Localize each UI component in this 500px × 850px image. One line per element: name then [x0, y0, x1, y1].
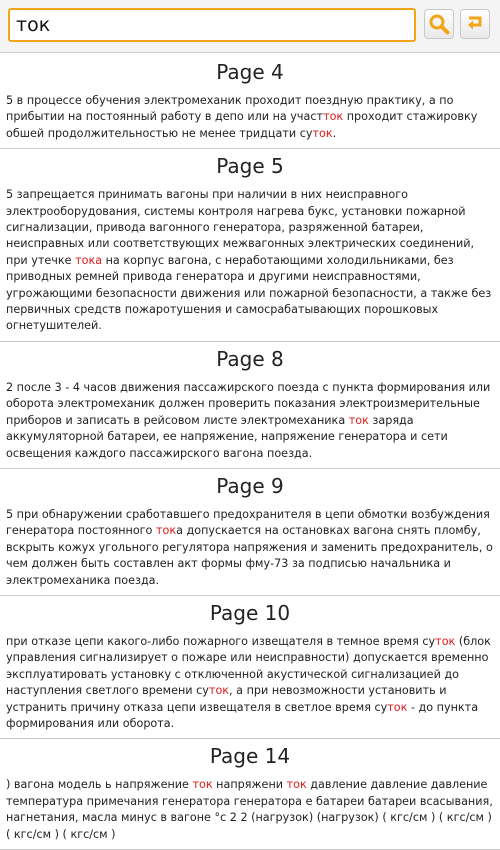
- highlighted-match: ток: [323, 110, 344, 124]
- result-page-title: Page 9: [216, 473, 284, 498]
- result-page-title: Page 5: [216, 154, 284, 179]
- search-button[interactable]: [424, 9, 454, 39]
- snippet-text: .: [332, 126, 337, 140]
- result-item[interactable]: [0, 53, 500, 149]
- result-item[interactable]: [0, 342, 500, 469]
- result-page-title: Page 10: [209, 600, 291, 625]
- result-item[interactable]: [0, 739, 500, 850]
- snippet-text: , а при невозможности установить и устранить причину отказа цепи извещателя в светлое время су: [6, 684, 447, 714]
- snippet-text: при отказе цепи какого-либо пожарного извещателя в темное время су: [6, 634, 436, 648]
- return-arrow-icon: [465, 14, 485, 34]
- highlighted-match: ток: [435, 634, 456, 648]
- highlighted-match: ток: [208, 684, 230, 698]
- snippet-text: давление давление давление температура примечания генератора генератора е батареи батареи всасывания, нагнетания, масла минус в вагоне °с 2 2 (нагрузок) (нагрузок) ( кгс/см ) ( кгс/см ) ( кгс/см ) ( кгс/см ): [6, 778, 493, 841]
- search-input[interactable]: [16, 12, 414, 38]
- snippet-text: ) вагона модель ь напряжение: [6, 778, 193, 792]
- result-snippet: [6, 380, 494, 462]
- highlighted-match: ток: [155, 524, 177, 538]
- result-item[interactable]: [0, 469, 500, 596]
- highlighted-match: ток: [348, 413, 369, 427]
- highlighted-match: ток: [192, 778, 213, 792]
- snippet-text: 2 после 3 - 4 часов движения пассажирского поезда с пункта формирования или оборота электромеханик должен проверить показания электроизмерительные приборов и записать в рейсовом листе электромеханика: [6, 380, 491, 427]
- back-button[interactable]: [460, 9, 490, 39]
- highlighted-match: тока: [75, 253, 103, 267]
- result-item[interactable]: [0, 596, 500, 739]
- snippet-text: а допускается на остановках вагона снять пломбу, вскрыть кожух угольного регулятора напряжения и заменить предохранитель, о чем должен быть составлен акт формы фму-73 за подписью начальника и электромеханика поезда.: [6, 524, 493, 587]
- result-snippet: [6, 187, 494, 335]
- search-field[interactable]: [8, 8, 416, 42]
- highlighted-match: ток: [312, 126, 333, 140]
- snippet-text: заряда аккумуляторной батареи, ее напряжение, напряжение генератора и сети освещения каждого пассажирского вагона поезда.: [6, 413, 448, 460]
- result-snippet: [6, 507, 494, 589]
- highlighted-match: ток: [387, 700, 408, 714]
- snippet-text: проходит стажировку обшей продолжительностью не менее тридцати су: [6, 110, 478, 140]
- snippet-text: на корпус вагона, с неработающими холодильниками, без приводных ремней привода генератора и другими неисправностями, угрожающими безопасности движения или пожарной безопасности, а также без первичных средств пожаротушения и самосрабатывающих порошковых огнетушителей.: [6, 253, 492, 333]
- snippet-text: - до пункта формирования или оборота.: [6, 700, 479, 730]
- snippet-text: 5 в процессе обучения электромеханик проходит поездную практику, а по прибытии на постоянный работу в депо или на участ: [6, 94, 454, 124]
- search-icon: [428, 13, 450, 35]
- result-page-title: Page 14: [209, 744, 291, 769]
- snippet-text: (блок управления сигнализирует о пожаре или неисправности) допускается временно эксплуатировать установку с отключенной акустической сигнализацией до наступления светлого времени су: [6, 634, 491, 698]
- result-page-title: Page 8: [216, 346, 284, 371]
- snippet-text: 5 запрещается принимать вагоны при наличии в них неисправного электрооборудования, системы контроля нагрева букс, установки пожарной сигнализации, привода вагонного генератора, разряженной батареи, неисправных или соответствующих межвагонных электрических соединений, при утечке: [6, 188, 475, 267]
- result-snippet: [6, 634, 494, 732]
- snippet-text: напряжени: [212, 778, 287, 792]
- result-snippet: [6, 93, 494, 142]
- highlighted-match: ток: [286, 778, 307, 792]
- results-list: [0, 53, 500, 841]
- result-item[interactable]: [0, 149, 500, 342]
- result-snippet: [6, 777, 494, 843]
- search-toolbar: [0, 0, 500, 53]
- snippet-text: 5 при обнаружении сработавшего предохранителя в цепи обмотки возбуждения генератора постоянного: [6, 507, 490, 538]
- result-page-title: Page 4: [216, 60, 284, 84]
